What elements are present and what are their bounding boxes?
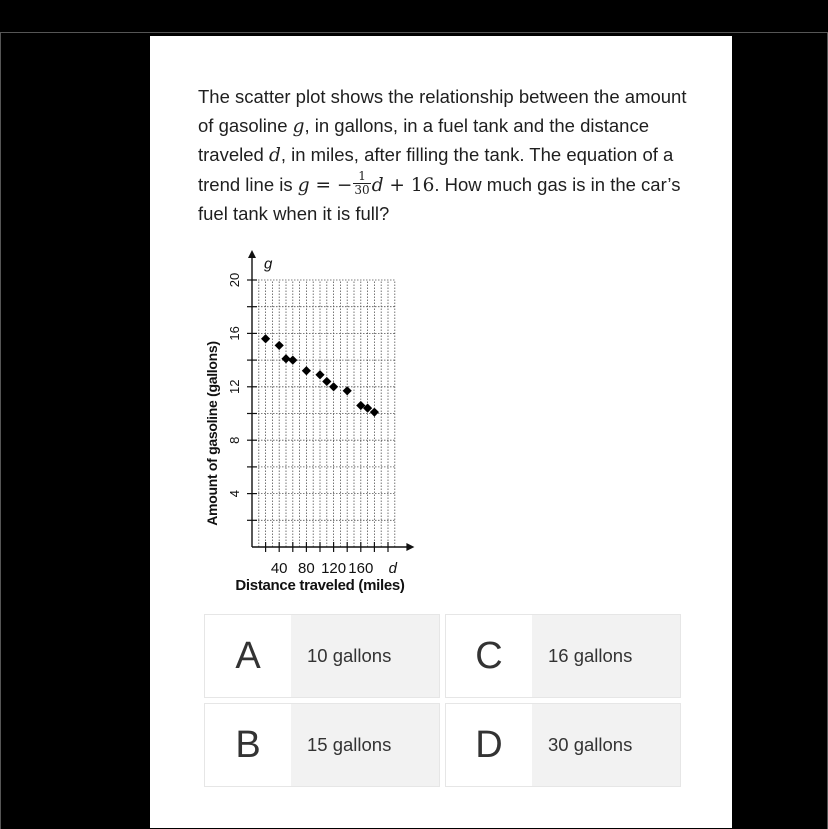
x-tick-label: 120 (321, 560, 347, 577)
answer-option-d[interactable] (445, 703, 681, 787)
trend-line-equation (297, 169, 435, 197)
x-tick-label: 80 (298, 560, 315, 577)
eq-fraction-denominator: 30 (354, 183, 370, 197)
answer-option-c[interactable] (445, 614, 681, 698)
answer-letter: B (205, 704, 291, 786)
question-text (198, 83, 698, 229)
eq-fraction (353, 170, 370, 197)
y-tick-label: 20 (227, 272, 242, 288)
y-axis-arrow (248, 250, 256, 258)
question-part-2: , in gallons, in a fuel tank and the distance traveled (198, 114, 650, 165)
question-part-1: The scatter plot shows the relationship between the amount of gasoline (198, 86, 687, 136)
x-axis-title: Distance traveled (miles) (235, 577, 405, 594)
data-point (322, 377, 331, 386)
answer-letter: A (205, 615, 291, 697)
y-tick-label: 12 (227, 379, 242, 395)
data-point (343, 386, 352, 395)
answer-letter: C (446, 615, 532, 697)
data-point (288, 356, 297, 365)
scatter-plot (198, 240, 558, 600)
eq-equals: = (315, 174, 331, 196)
y-tick-label: 16 (227, 326, 242, 341)
x-tick-label: 160 (348, 560, 374, 577)
variable-d: d (268, 145, 281, 166)
answer-option-b[interactable] (204, 703, 440, 787)
eq-g: g (297, 174, 310, 196)
answer-text: 15 gallons (291, 704, 439, 786)
variable-g: g (292, 115, 305, 137)
data-point (281, 354, 290, 363)
data-point (315, 370, 324, 379)
eq-minus: − (336, 174, 353, 196)
data-point (275, 341, 284, 350)
eq-plus: + (389, 174, 405, 196)
answer-text: 10 gallons (291, 615, 439, 697)
y-axis-title: Amount of gasoline (gallons) (204, 341, 220, 526)
answer-text: 30 gallons (532, 704, 680, 786)
top-bar (0, 0, 828, 32)
y-tick-label: 8 (227, 436, 242, 444)
x-tick-label: 40 (270, 560, 288, 577)
data-point (302, 366, 311, 375)
answer-letter: D (446, 704, 532, 786)
y-tick-label: 4 (227, 489, 242, 498)
eq-d: d (371, 174, 384, 196)
answer-option-a[interactable] (204, 614, 440, 698)
data-point (261, 334, 270, 343)
answer-text: 16 gallons (532, 615, 680, 697)
x-axis-arrow (406, 543, 414, 551)
question-part-4: . How much gas is in the car’s fuel tank when it is full? (198, 173, 681, 224)
y-axis-variable: g (264, 255, 273, 273)
x-axis-variable: d (388, 560, 397, 577)
data-point (329, 382, 338, 391)
question-part-3: , in miles, after filling the tank. The equation of a trend line is (198, 144, 674, 195)
eq-fraction-numerator: 1 (353, 170, 370, 184)
eq-constant: 16 (410, 174, 435, 196)
